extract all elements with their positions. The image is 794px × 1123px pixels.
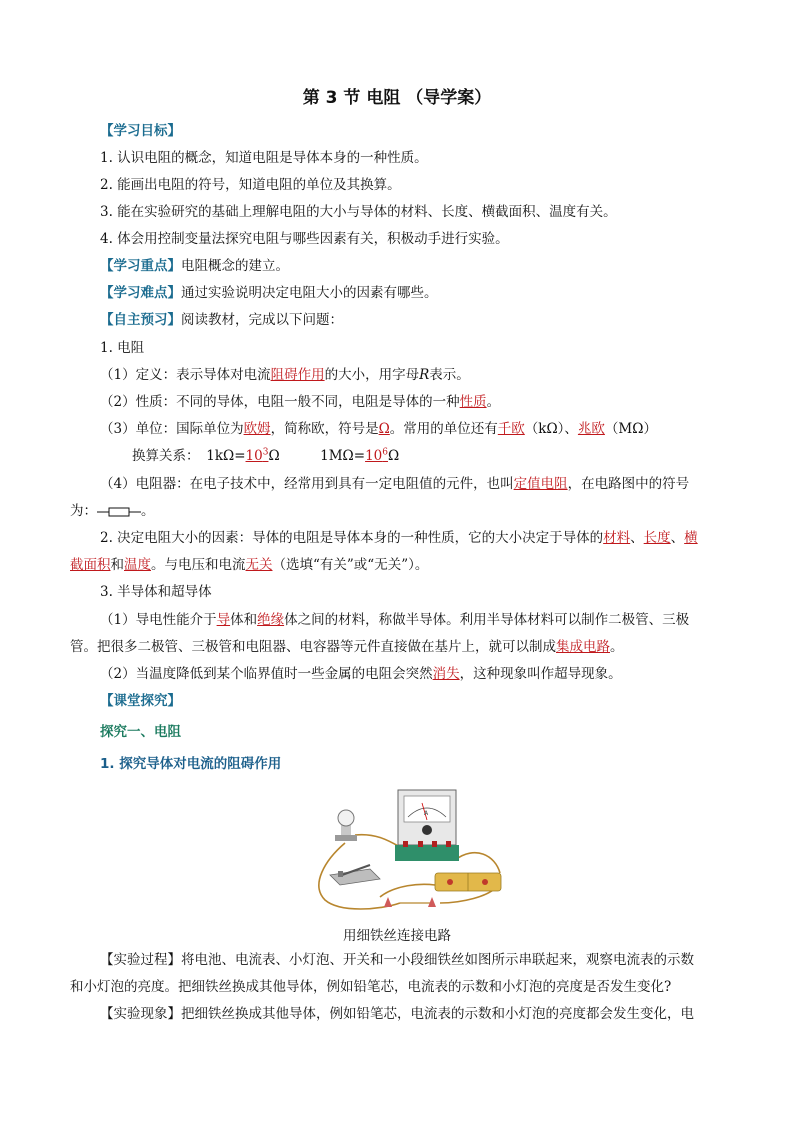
text: （MΩ） [604,421,657,437]
text: 。常用的单位还有 [389,421,498,437]
superconductor-line [100,665,622,683]
answer: 截面积 [70,557,111,573]
answer: 温度 [124,557,151,573]
text: （3）单位：国际单位为 [100,421,244,437]
conversion-line [132,447,399,465]
factors-line [100,529,698,547]
answer: 横 [684,530,698,546]
text: 、 [630,530,644,546]
answer: 导 [216,612,231,628]
answer: 欧姆 [243,421,271,437]
base: 10 [245,448,263,464]
subsection-heading [100,755,281,773]
resistor-symbol-line [70,502,155,520]
text: 表示。 [429,367,470,383]
symbol-r: R [419,367,430,383]
answer: 集成电路 [556,639,610,655]
text: 、 [670,530,685,546]
text: ，简称欧，符号是 [270,421,379,437]
observation-line [100,1005,694,1023]
answer: 长度 [643,530,671,546]
objective-item: 1. 认识电阻的概念，知道电阻是导体本身的一种性质。 [100,150,428,166]
classroom-tag: 【课堂探究】 [100,693,181,709]
objectives-line [100,122,181,140]
preview-line [100,311,343,329]
text: 2. 决定电阻大小的因素：导体的电阻是导体本身的一种性质，它的大小决定于导体的 [100,530,604,546]
text: （选填“有关”或“无关”）。 [272,557,429,573]
exponent: 6 [382,447,388,458]
text: （1）导电性能介于 [100,612,217,628]
procedure-line [100,951,694,969]
text: 的大小，用字母 [324,367,420,383]
text: 管。把很多二极管、三极管和电阻器、电容器等元件直接做在基片上，就可以制成 [70,639,556,655]
exponent: 3 [262,447,269,458]
text: 。 [610,639,624,655]
answer: Ω [378,421,390,437]
answer: 定值电阻 [513,476,568,492]
text: 。 [141,503,155,519]
answer: 兆欧 [577,421,605,437]
answer: 无关 [245,557,273,573]
text: 将电池、电流表、小灯泡、开关和一小段细铁丝如图所示串联起来，观察电流表的示数 [181,952,694,968]
text: Ω [387,448,400,464]
text: 体和 [230,612,258,628]
text: （2）性质：不同的导体，电阻一般不同，电阻是导体的一种 [100,394,460,410]
figure-caption: 用细铁丝连接电路 [343,928,451,944]
objective-item: 2. 能画出电阻的符号，知道电阻的单位及其换算。 [100,177,401,193]
procedure-line-2: 和小灯泡的亮度。把细铁丝换成其他导体，例如铅笔芯，电流表的示数和小灯泡的亮度是否发生变化? [70,979,672,995]
ammeter-icon [395,790,459,861]
text: Ω 1MΩ= [268,448,366,464]
text: 换算关系： 1kΩ= [132,448,246,464]
text: 为： [70,503,97,519]
text: 。与电压和电流 [151,557,246,573]
resistor-symbol-icon [97,506,141,518]
resistor-device-line [100,475,689,493]
answer: 材料 [603,530,631,546]
text: （2）当温度降低到某个临界值时一些金属的电阻会突然 [100,666,433,682]
text: ，在电路图中的符号 [567,476,690,492]
circuit-figure [300,785,510,910]
text: 体之间的材料，称做半导体。利用半导体材料可以制作二极管、三极 [284,612,690,628]
wire [455,853,500,873]
text: （4）电阻器：在电子技术中，经常用到具有一定电阻值的元件，也叫 [100,476,514,492]
definition-line [100,366,470,384]
procedure-tag: 【实验过程】 [100,952,181,968]
light-bulb-icon [335,810,357,841]
answer: 阻碍作用 [270,367,325,383]
text: （1）定义：表示导体对电流 [100,367,271,383]
answer: 千欧 [497,421,525,437]
difficulty-line [100,284,438,302]
base: 10 [365,448,383,464]
semiconductor-line [100,611,689,629]
text: 把细铁丝换成其他导体，例如铅笔芯，电流表的示数和小灯泡的亮度都会发生变化，电 [181,1006,694,1022]
objective-item: 3. 能在实验研究的基础上理解电阻的大小与导体的材料、长度、横截面积、温度有关。 [100,204,617,220]
answer: 消失 [432,666,460,682]
classroom-line [100,692,181,710]
heading-resistance: 1. 电阻 [100,340,145,356]
text: ，这种现象叫作超导现象。 [459,666,622,682]
objective-item: 4. 体会用控制变量法探究电阻与哪些因素有关，积极动手进行实验。 [100,231,509,247]
key-point-tag: 【学习重点】 [100,258,181,274]
section-title: 探究一、电阻 [100,724,181,740]
answer [246,448,269,464]
battery-icon [435,873,501,891]
heading-semiconductor: 3. 半导体和超导体 [100,584,212,600]
text: （kΩ）、 [524,421,578,437]
key-point-line [100,257,289,275]
preview-tag: 【自主预习】 [100,312,181,328]
wire [380,884,435,897]
key-point-text: 电阻概念的建立。 [181,258,289,274]
objectives-tag: 【学习目标】 [100,123,181,139]
unit-line [100,420,657,438]
section-heading [100,723,181,741]
semiconductor-line-2 [70,638,624,656]
preview-text: 阅读教材，完成以下问题： [181,312,343,328]
text: 。 [486,394,501,410]
switch-icon [330,865,380,885]
ammeter-letter: A [424,810,429,817]
factors-line-2 [70,556,428,574]
observation-tag: 【实验现象】 [100,1006,181,1022]
answer: 性质 [459,394,487,410]
answer: 绝缘 [257,612,285,628]
difficulty-tag: 【学习难点】 [100,285,181,301]
difficulty-text: 通过实验说明决定电阻大小的因素有哪些。 [181,285,438,301]
page-title: 第 3 节 电阻 （导学案） [302,88,492,108]
wire [355,835,400,847]
property-line [100,393,500,411]
text: 和 [110,557,124,573]
answer [365,448,388,464]
subsection-title: 1. 探究导体对电流的阻碍作用 [100,756,282,772]
